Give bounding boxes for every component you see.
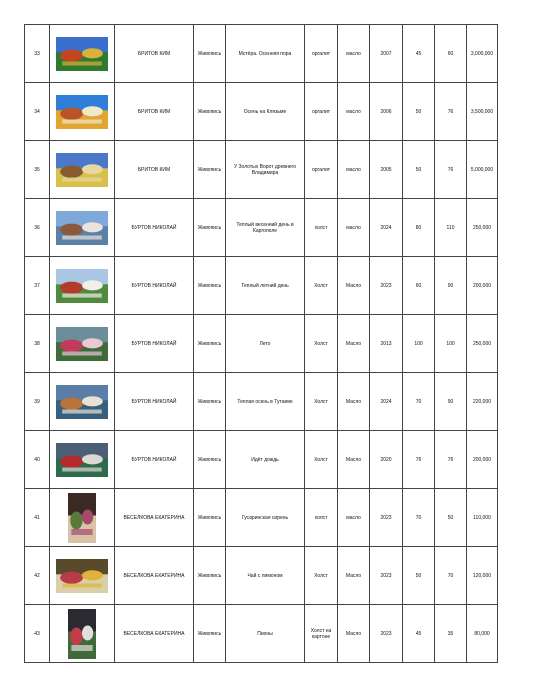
width-cm: 35 (435, 605, 467, 663)
height-cm: 45 (403, 25, 435, 83)
painting-thumbnail-cell (50, 373, 115, 431)
catalog-table (24, 24, 498, 663)
support-material: оргалит (305, 83, 338, 141)
row-number: 40 (25, 431, 50, 489)
painting-image (68, 493, 96, 543)
year: 2023 (370, 257, 403, 315)
genre: Живопись (194, 315, 226, 373)
table-row (25, 315, 498, 373)
price: 80,000 (467, 605, 498, 663)
row-number: 39 (25, 373, 50, 431)
painting-thumbnail-cell (50, 431, 115, 489)
genre: Живопись (194, 605, 226, 663)
genre: Живопись (194, 373, 226, 431)
width-cm: 90 (435, 373, 467, 431)
support-material: Холст на картоне (305, 605, 338, 663)
table-row (25, 605, 498, 663)
support-material: Холст (305, 431, 338, 489)
width-cm: 60 (435, 25, 467, 83)
medium: Масло (338, 315, 370, 373)
support-material: оргалит (305, 25, 338, 83)
painting-thumbnail-cell (50, 257, 115, 315)
painting-title: Лето (226, 315, 305, 373)
genre: Живопись (194, 489, 226, 547)
support-material: Холст (305, 315, 338, 373)
row-number: 33 (25, 25, 50, 83)
price: 3,000,000 (467, 25, 498, 83)
painting-title: У Золотых Ворот древнего Владимира (226, 141, 305, 199)
medium: Масло (338, 431, 370, 489)
price: 120,000 (467, 547, 498, 605)
painting-image (56, 37, 108, 71)
artist-name: БУРТОВ НИКОЛАЙ (115, 199, 194, 257)
year: 2006 (370, 83, 403, 141)
painting-thumbnail-cell (50, 141, 115, 199)
artist-name: БУРТОВ НИКОЛАЙ (115, 257, 194, 315)
painting-title: Теплый весенний день в Каргополе (226, 199, 305, 257)
year: 2024 (370, 373, 403, 431)
row-number: 38 (25, 315, 50, 373)
width-cm: 50 (435, 489, 467, 547)
table-row (25, 373, 498, 431)
painting-image (68, 609, 96, 659)
height-cm: 60 (403, 257, 435, 315)
painting-title: Чай с лимоном (226, 547, 305, 605)
painting-title: Осень на Клязьме (226, 83, 305, 141)
row-number: 41 (25, 489, 50, 547)
year: 2023 (370, 605, 403, 663)
painting-image (56, 559, 108, 593)
row-number: 34 (25, 83, 50, 141)
table-row (25, 431, 498, 489)
painting-thumbnail-cell (50, 605, 115, 663)
width-cm: 76 (435, 141, 467, 199)
painting-thumbnail-cell (50, 547, 115, 605)
price: 250,000 (467, 199, 498, 257)
table-row (25, 547, 498, 605)
width-cm: 90 (435, 257, 467, 315)
artist-name: ВЕСЕЛКОВА ЕКАТЕРИНА (115, 605, 194, 663)
row-number: 42 (25, 547, 50, 605)
catalog-body (25, 25, 498, 663)
year: 2007 (370, 25, 403, 83)
painting-thumbnail-cell (50, 199, 115, 257)
year: 2020 (370, 431, 403, 489)
medium: масло (338, 141, 370, 199)
support-material: холст (305, 489, 338, 547)
price: 220,000 (467, 373, 498, 431)
artist-name: БРИТОВ КИМ (115, 83, 194, 141)
width-cm: 76 (435, 83, 467, 141)
table-row (25, 199, 498, 257)
height-cm: 76 (403, 431, 435, 489)
medium: Масло (338, 605, 370, 663)
painting-thumbnail-cell (50, 25, 115, 83)
width-cm: 76 (435, 431, 467, 489)
painting-image (56, 269, 108, 303)
height-cm: 70 (403, 373, 435, 431)
genre: Живопись (194, 25, 226, 83)
painting-title: Пионы (226, 605, 305, 663)
table-row (25, 83, 498, 141)
artist-name: БУРТОВ НИКОЛАЙ (115, 431, 194, 489)
year: 2023 (370, 489, 403, 547)
genre: Живопись (194, 547, 226, 605)
height-cm: 70 (403, 489, 435, 547)
painting-image (56, 211, 108, 245)
artist-name: БУРТОВ НИКОЛАЙ (115, 315, 194, 373)
year: 2005 (370, 141, 403, 199)
artist-name: ВЕСЕЛКОВА ЕКАТЕРИНА (115, 489, 194, 547)
painting-title: Теплый летний день (226, 257, 305, 315)
painting-title: Идёт дождь (226, 431, 305, 489)
support-material: оргалит (305, 141, 338, 199)
medium: масло (338, 489, 370, 547)
row-number: 35 (25, 141, 50, 199)
support-material: Холст (305, 257, 338, 315)
table-row (25, 25, 498, 83)
painting-title: Гусаринская сирень (226, 489, 305, 547)
painting-image (56, 385, 108, 419)
height-cm: 50 (403, 141, 435, 199)
support-material: Холст (305, 547, 338, 605)
medium: масло (338, 25, 370, 83)
width-cm: 110 (435, 199, 467, 257)
year: 2024 (370, 199, 403, 257)
artist-name: ВЕСЕЛКОВА ЕКАТЕРИНА (115, 547, 194, 605)
genre: Живопись (194, 257, 226, 315)
price: 5,000,000 (467, 141, 498, 199)
medium: масло (338, 83, 370, 141)
genre: Живопись (194, 199, 226, 257)
support-material: Холст (305, 373, 338, 431)
height-cm: 100 (403, 315, 435, 373)
painting-title: Теплая осень в Тутаеве (226, 373, 305, 431)
genre: Живопись (194, 431, 226, 489)
row-number: 36 (25, 199, 50, 257)
painting-image (56, 327, 108, 361)
medium: Масло (338, 257, 370, 315)
price: 250,000 (467, 315, 498, 373)
medium: Масло (338, 547, 370, 605)
painting-title: Мстёра. Осенняя пора (226, 25, 305, 83)
artist-name: БРИТОВ КИМ (115, 25, 194, 83)
support-material: холст (305, 199, 338, 257)
painting-thumbnail-cell (50, 315, 115, 373)
height-cm: 50 (403, 547, 435, 605)
painting-thumbnail-cell (50, 489, 115, 547)
price: 200,000 (467, 431, 498, 489)
table-row (25, 489, 498, 547)
price: 110,000 (467, 489, 498, 547)
artist-name: БРИТОВ КИМ (115, 141, 194, 199)
row-number: 43 (25, 605, 50, 663)
medium: масло (338, 199, 370, 257)
painting-image (56, 95, 108, 129)
table-row (25, 141, 498, 199)
genre: Живопись (194, 83, 226, 141)
year: 2023 (370, 547, 403, 605)
year: 2013 (370, 315, 403, 373)
row-number: 37 (25, 257, 50, 315)
painting-image (56, 443, 108, 477)
painting-thumbnail-cell (50, 83, 115, 141)
price: 200,000 (467, 257, 498, 315)
artist-name: БУРТОВ НИКОЛАЙ (115, 373, 194, 431)
height-cm: 50 (403, 83, 435, 141)
width-cm: 100 (435, 315, 467, 373)
painting-image (56, 153, 108, 187)
height-cm: 45 (403, 605, 435, 663)
genre: Живопись (194, 141, 226, 199)
height-cm: 80 (403, 199, 435, 257)
width-cm: 70 (435, 547, 467, 605)
medium: Масло (338, 373, 370, 431)
table-row (25, 257, 498, 315)
price: 3,500,000 (467, 83, 498, 141)
